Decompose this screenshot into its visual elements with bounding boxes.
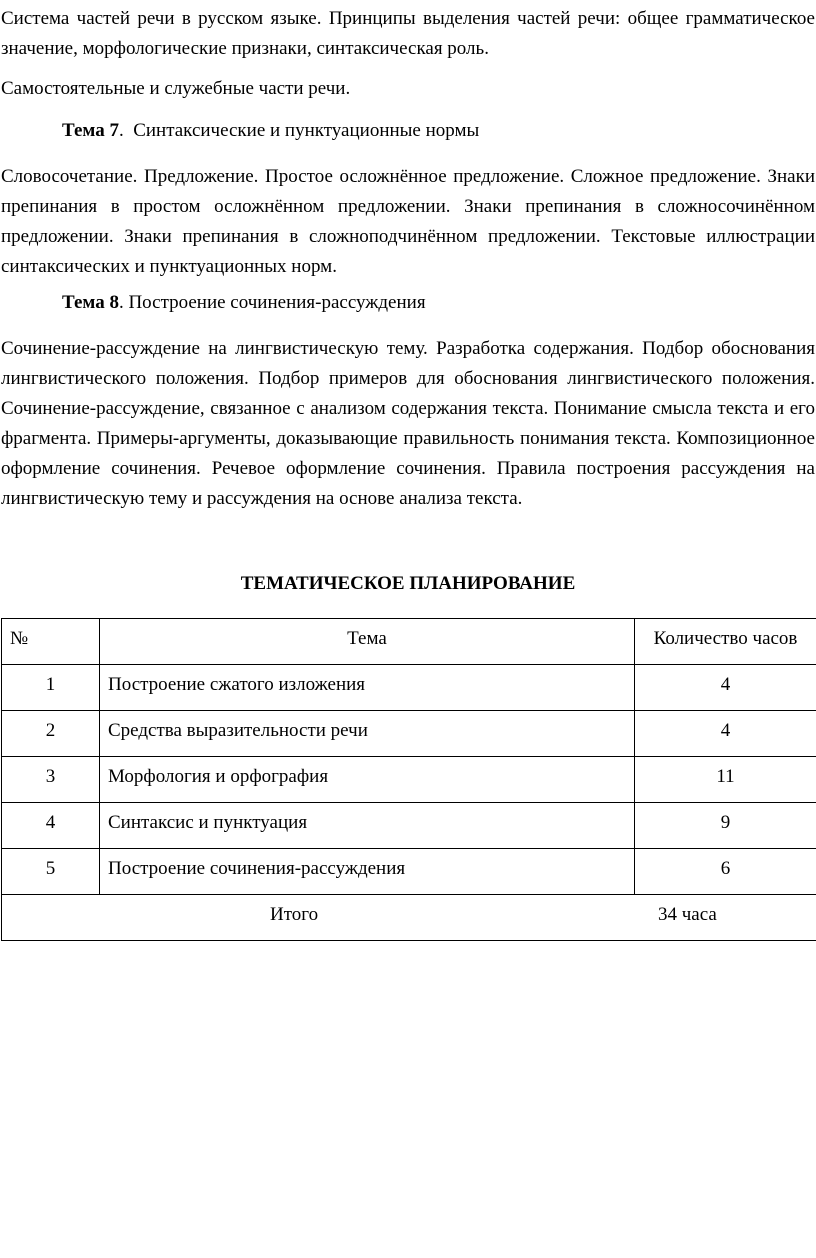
header-hours: Количество часов bbox=[635, 619, 816, 665]
row-hours: 6 bbox=[635, 849, 816, 895]
row-topic: Построение сжатого изложения bbox=[100, 665, 635, 711]
topic-8-separator: . bbox=[118, 292, 129, 313]
table-row bbox=[2, 757, 816, 803]
paragraph-parts-of-speech: Система частей речи в русском языке. Принципы выделения частей речи: общее грамматическое значение, морфологические признаки, синтаксическая роль. bbox=[1, 8, 815, 59]
topic-8-title: Построение сочинения-рассуждения bbox=[128, 292, 426, 313]
paragraph-essay: Сочинение-рассуждение на лингвистическую тему. Разработка содержания. Подбор обоснования лингвистического положения. Подбор примеров для обоснования лингвистического положения. Сочинение-рассуждение, связанное с анализом содержания текста. Понимание смысла текста и его фрагмента. Примеры-аргументы, доказывающие правильность понимания текста. Композиционное оформление сочинения. Речевое оформление сочинения. Правила построения рассуждения на лингвистическую тему и рассуждения на основе анализа текста. bbox=[1, 338, 815, 509]
total-cell bbox=[2, 895, 816, 941]
paragraph-syntax: Словосочетание. Предложение. Простое осложнённое предложение. Сложное предложение. Знаки препинания в простом осложнённом предложении. Знаки препинания в сложносочинённом предложении. Знаки препинания в сложноподчинённом предложении. Текстовые иллюстрации синтаксических и пунктуационных норм. bbox=[1, 166, 815, 277]
row-topic: Морфология и орфография bbox=[100, 757, 635, 803]
total-label: Итого bbox=[270, 904, 319, 925]
header-topic: Тема bbox=[100, 619, 635, 665]
section-title: ТЕМАТИЧЕСКОЕ ПЛАНИРОВАНИЕ bbox=[240, 573, 576, 594]
row-number: 1 bbox=[2, 665, 100, 711]
table-total-row bbox=[2, 895, 816, 941]
row-topic: Средства выразительности речи bbox=[100, 711, 635, 757]
table-row bbox=[2, 849, 816, 895]
row-hours: 4 bbox=[635, 711, 816, 757]
total-value: 34 часа bbox=[658, 904, 717, 925]
paragraph-independent-and-auxiliary: Самостоятельные и служебные части речи. bbox=[1, 78, 351, 99]
topic-8-heading bbox=[62, 288, 426, 318]
table-row bbox=[2, 803, 816, 849]
table-row bbox=[2, 711, 816, 757]
thematic-plan-table bbox=[1, 618, 816, 941]
row-number: 2 bbox=[2, 711, 100, 757]
header-number: № bbox=[2, 619, 100, 665]
row-number: 3 bbox=[2, 757, 100, 803]
table-row bbox=[2, 665, 816, 711]
topic-7-separator: . bbox=[118, 120, 134, 141]
row-hours: 4 bbox=[635, 665, 816, 711]
topic-7-title: Синтаксические и пунктуационные нормы bbox=[133, 120, 480, 141]
topic-7-heading bbox=[62, 116, 479, 146]
row-number: 5 bbox=[2, 849, 100, 895]
row-hours: 9 bbox=[635, 803, 816, 849]
topic-7-label: Тема 7 bbox=[62, 120, 119, 141]
table-header-row bbox=[2, 619, 816, 665]
row-topic: Синтаксис и пунктуация bbox=[100, 803, 635, 849]
topic-8-label: Тема 8 bbox=[62, 292, 119, 313]
row-hours: 11 bbox=[635, 757, 816, 803]
row-number: 4 bbox=[2, 803, 100, 849]
row-topic: Построение сочинения-рассуждения bbox=[100, 849, 635, 895]
